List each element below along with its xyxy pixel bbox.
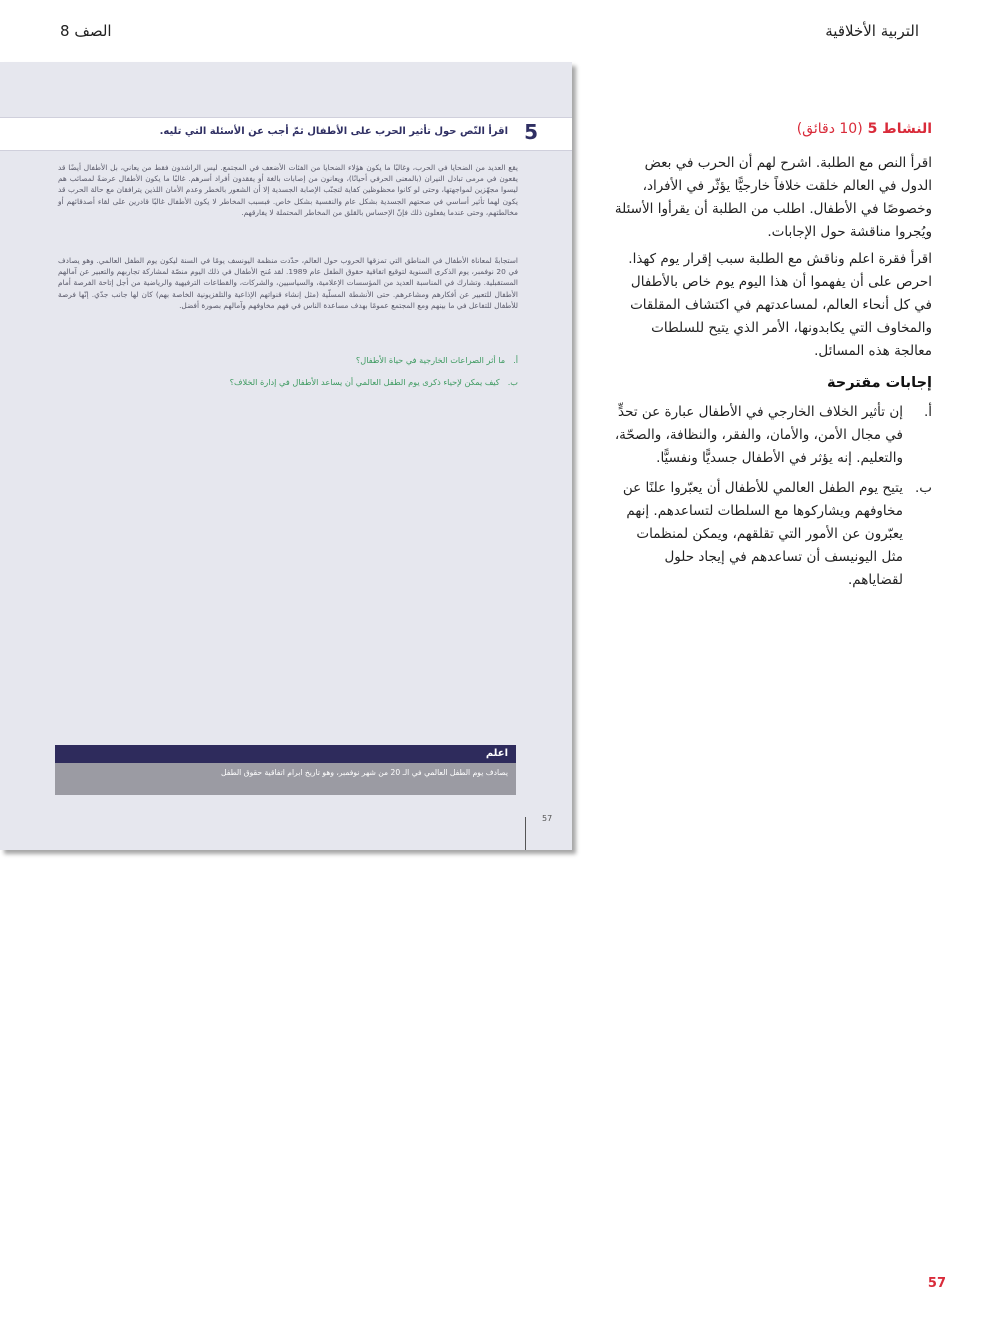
question-label: أ. [513,355,518,365]
book-question-b [58,377,518,387]
question-text: ما أثر الصراعات الخارجية في حياة الأطفال؟ [355,355,506,365]
know-box [55,745,516,795]
question-title: اقرأ النّص حول تأثير الحرب على الأطفال ثمّ أجب عن الأسئلة التي تليه. [159,126,508,137]
subject-title: التربية الأخلاقية [825,22,919,40]
suggested-answers-title: إجابات مقترحة [827,375,932,391]
student-book-page [0,62,572,850]
book-paragraph-1: يقع العديد من الضحايا في الحرب، وغالبًا ما يكون هؤلاء الضحايا من الفئات الأضعف في المجتمع. ليس الراشدون فقط من يعاني، بل الأطفال أيضًا قد يقعون في مرمى تبادل النيران (بالمعنى الحرفي أحيانًا)، ويعانون من إصابات بالغة أو يفقدون أفراد أسرهم. غالبًا ما يكون الأطفال عرضةً لمصائب هم ليسوا مجهّزين لمواجهتها، وحتى لو كانوا محظوظين كفاية لتجنّب الإصابة الجسدية إلا أن الشعور بالخطر وعدم الأمان اللذين يترافقان مع حالة الحرب قد يكون لهما تأثير أساسي في صحتهم الجسدية بشكل عام والنفسية بشكل خاص. فبسبب المخاطر لا يكون الأطفال غالبًا قادرين على لقاء أصدقائهم أو مخالطتهم، وحتى عندما يفعلون ذلك فإنّ الإحساس بالقلق من المخاطر المحتملة لا يفارقهم. [58,163,518,217]
know-box-text: يصادف يوم الطفل العالمي في الـ 20 من شهر نوفمبر، وهو تاريخ ابرام اتفاقية حقوق الطفل [55,763,516,795]
answer-text: يتيح يوم الطفل العالمي للأطفال أن يعبّروا علنًا عن مخاوفهم ويشاركوها مع السلطات لتساعدهم. إنهم يعبّرون عن الأمور التي تقلقهم، ويمكن لمنظمات مثل اليونيسف أن تساعدهم في إيجاد حلول لقضاياهم. [622,480,903,588]
page-number: 57 [927,1276,946,1291]
activity-paragraph-2: اقرأ فقرة اعلم وناقش مع الطلبة سبب إقرار يوم كهذا. احرص على أن يفهموا أن هذا اليوم يوم خاص بالأطفال في كل أنحاء العالم، لمساعدتهم في اكتشاف المقلقات والمخاوف التي يكابدونها، الأمر الذي يتيح للسلطات معالجة هذه المسائل. [628,251,932,359]
activity-title [612,121,932,137]
question-number: 5 [524,120,538,144]
book-paragraph-2: استجابةً لمعاناة الأطفال في المناطق التي تمزقها الحروب حول العالم، حدّدت منظمة اليونسف يومًا في السنة ليكون يوم الطفل العالمي. وهو يصادف في 20 نوفمبر، يوم الذكرى السنوية لتوقيع اتفاقية حقوق الطفل عام 1989. لقد مُنح الأطفال في ذلك اليوم منصّة لمشاركة تجاربهم والتعبير عن آمالهم المستقبلية. وتشارك في المناسبة العديد من المؤسسات الإعلامية، والسياسيين، والشركات، والقطاعات الترفيهية والرياضية من أجل إتاحة الفرصة أمام الأطفال للتعبير عن أفكارهم ومشاعرهم. حتى الأنشطة المسلّية (مثل إنشاء قنواتهم الإذاعية والتلفزيونية الخاصة بهم) كان لها جانب جدّي. إنّها فرصة للأطفال للتفاعل في ما بينهم ومع المجتمع عمومًا بهدف مساعدة الناس في فهم مخاوفهم وآمالهم بصورة أفضل. [58,256,519,310]
activity-duration: (10 دقائق) [796,121,863,137]
know-box-heading: اعلم [55,745,516,763]
activity-paragraph-1: اقرأ النص مع الطلبة. اشرح لهم أن الحرب في بعض الدول في العالم خلقت خلافاً خارجيًّا يؤثّر في الأفراد، وخصوصًا في الأطفال. اطلب من الطلبة أن يقرأوا الأسئلة ويُجروا مناقشة حول الإجابات. [614,155,932,240]
answer-text: إن تأثير الخلاف الخارجي في الأطفال عبارة عن تحدٍّ في مجال الأمن، والأمان، والفقر، والنظافة، والصحّة، والتعليم. إنه يؤثر في الأطفال جسديًّا ونفسيًّا. [614,404,903,466]
page-number-divider [525,817,526,850]
book-question-a [58,355,518,365]
book-page-number: 57 [542,814,553,823]
grade-label: الصف 8 [60,22,112,40]
answer-label: أ. [923,404,932,420]
answer-item-b [612,477,932,592]
question-text: كيف يمكن لإحياء ذكرى يوم الطفل العالمي أن يساعد الأطفال في إدارة الخلاف؟ [229,377,500,387]
answer-label: ب. [914,480,932,496]
activity-label: النشاط 5 [867,121,932,137]
question-label: ب. [507,377,518,387]
answer-item-a [612,401,932,470]
question-banner [0,117,572,151]
